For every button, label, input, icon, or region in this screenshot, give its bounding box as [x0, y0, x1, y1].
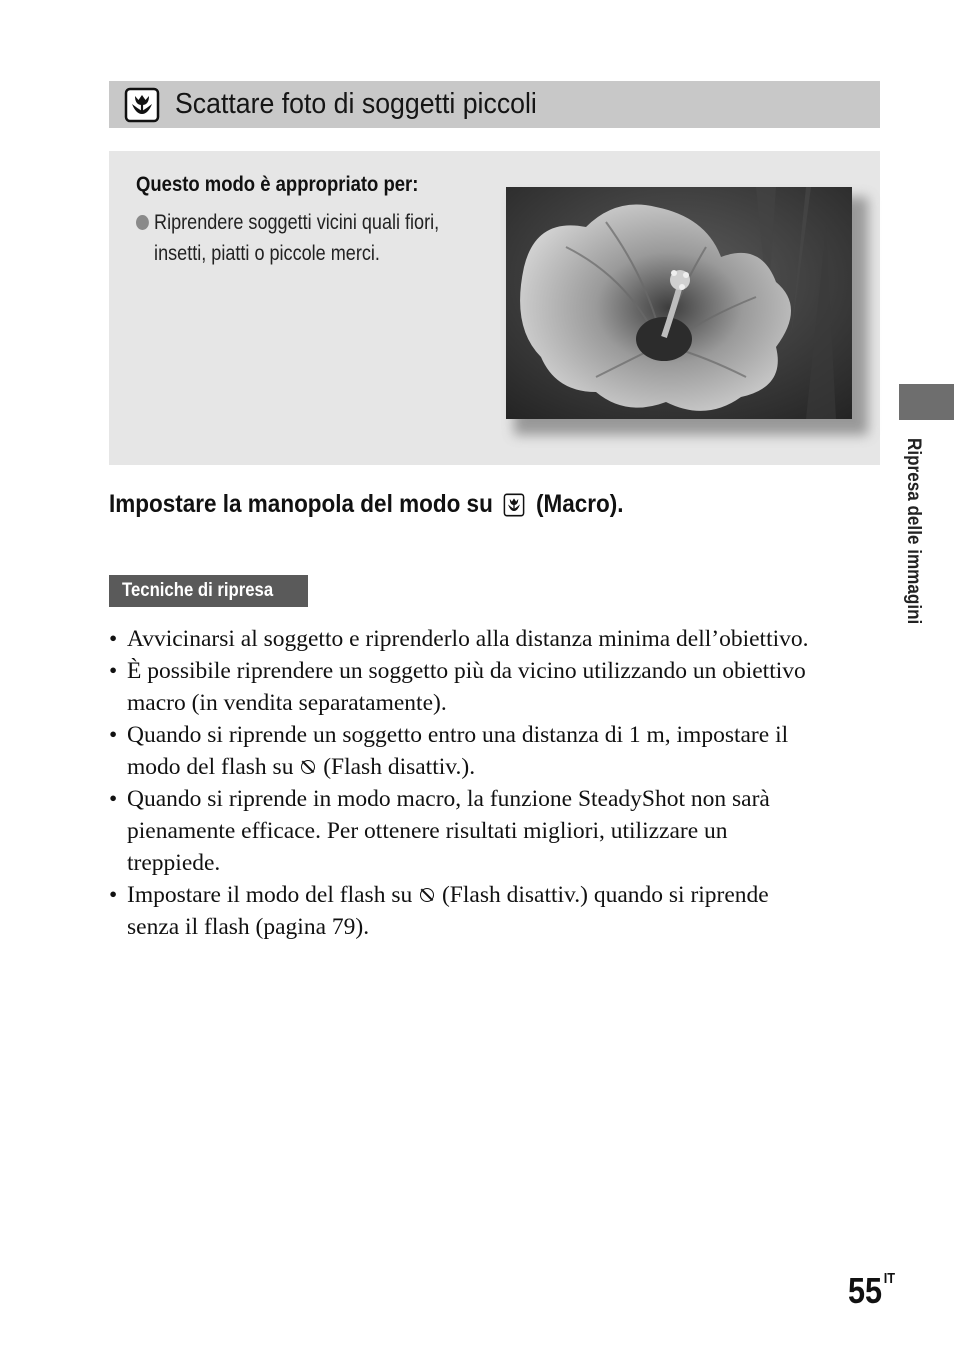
photo-frame	[506, 187, 852, 419]
list-item	[109, 655, 889, 719]
side-tab-label: Ripresa delle immagini	[903, 438, 924, 625]
instruction	[109, 490, 624, 519]
list-item	[109, 719, 889, 783]
info-bullet	[136, 207, 496, 269]
page-number-value: 55	[848, 1270, 883, 1311]
macro-flower-icon	[123, 86, 161, 124]
bullet-dot-icon	[136, 215, 149, 230]
info-bullet-line2: insetti, piatti o piccole merci.	[154, 242, 380, 265]
list-item	[109, 783, 889, 879]
side-tab-marker	[899, 384, 954, 420]
flash-off-icon	[420, 888, 434, 902]
macro-flower-icon	[504, 493, 526, 517]
list-item-text: È possibile riprendere un soggetto più da vicino utilizzando un obiettivo	[127, 658, 806, 684]
list-item-text: (Flash disattiv.) quando si riprende	[441, 882, 769, 908]
side-tab	[894, 438, 934, 688]
list-item-text: treppiede.	[127, 850, 221, 876]
section-label	[109, 575, 308, 607]
list-item-text: Impostare il modo del flash su	[127, 882, 413, 908]
page-number	[848, 1270, 895, 1312]
instruction-text: Impostare la manopola del modo su	[109, 490, 493, 518]
list-item-text: pienamente efficace. Per ottenere risultati migliori, utilizzare un	[127, 818, 728, 844]
list-item-text: macro (in vendita separatamente).	[127, 690, 447, 716]
list-item-text: senza il flash (pagina 79).	[127, 914, 370, 940]
instruction-mode-name: (Macro).	[536, 490, 624, 518]
list-item	[109, 623, 889, 655]
list-item-text: (Flash disattiv.).	[323, 754, 476, 780]
section-label-text: Tecniche di ripresa	[122, 580, 274, 601]
info-bullet-line1: Riprendere soggetti vicini quali fiori,	[154, 211, 440, 234]
list-item-text: Avvicinarsi al soggetto e riprenderlo alla distanza minima dell’obiettivo.	[127, 626, 809, 652]
list-item-text: Quando si riprende in modo macro, la funzione SteadyShot non sarà	[127, 786, 770, 812]
hibiscus-flower-photo	[506, 187, 852, 419]
section-title: Scattare foto di soggetti piccoli	[175, 88, 537, 120]
list-item-text: Quando si riprende un soggetto entro una distanza di 1 m, impostare il	[127, 722, 789, 748]
section-title-bar	[109, 81, 880, 128]
info-heading: Questo modo è appropriato per:	[136, 173, 419, 196]
flash-off-icon	[301, 760, 315, 774]
technique-list	[109, 623, 889, 943]
list-item-text: modo del flash su	[127, 754, 294, 780]
page-language-code: IT	[883, 1270, 896, 1287]
info-box	[109, 151, 880, 465]
list-item	[109, 879, 889, 943]
